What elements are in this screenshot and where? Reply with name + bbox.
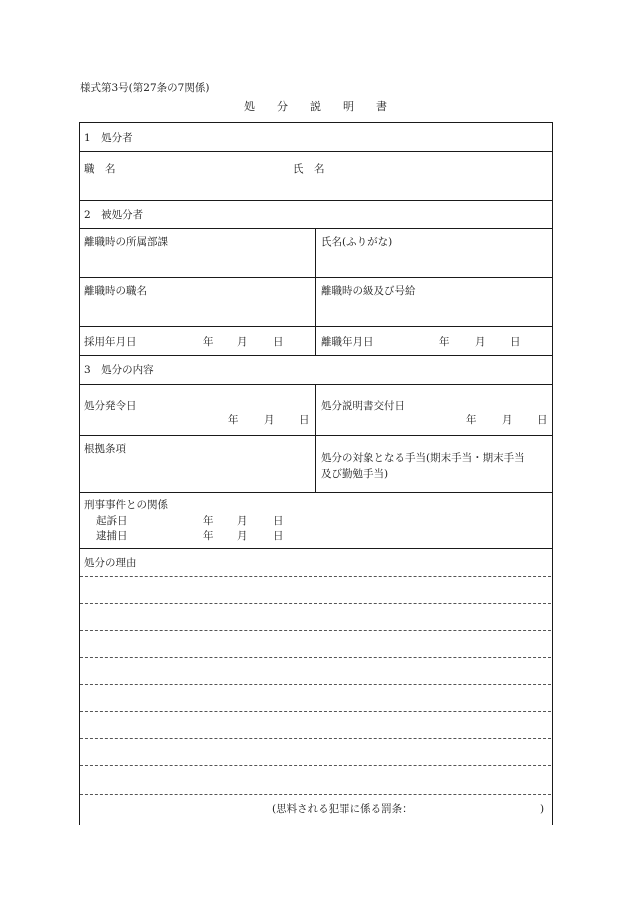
table-border-right [552,122,553,825]
hire-year-unit: 年 [203,336,214,348]
form-number: 様式第3号(第27条の7関係) [80,82,210,94]
reason-line [80,657,551,658]
disposer-name-label: 氏 名 [293,163,325,175]
reason-label: 処分の理由 [84,557,137,569]
reason-line [80,738,551,739]
section1-heading: 1 処分者 [84,132,133,144]
section2-heading: 2 被処分者 [84,209,144,221]
leave-month-unit: 月 [475,336,486,348]
position-label: 離職時の職名 [84,285,147,297]
delivery-year-unit: 年 [466,414,477,426]
issue-date-label: 処分発令日 [84,400,137,412]
furigana-label: 氏名(ふりがな) [321,236,393,248]
leave-day-unit: 日 [510,336,521,348]
row-divider [79,548,552,549]
table-border-left [79,122,80,825]
hire-day-unit: 日 [273,336,284,348]
reason-line [80,684,551,685]
row-divider [79,200,552,201]
disposer-position-label: 職 名 [84,163,116,175]
reason-line [80,603,551,604]
indictment-day-unit: 日 [273,515,284,527]
column-divider [315,384,316,492]
indictment-label: 起訴日 [96,515,128,527]
delivery-day-unit: 日 [537,414,548,426]
hire-date-label: 採用年月日 [84,336,137,348]
reason-line [80,576,551,577]
delivery-date-label: 処分説明書交付日 [321,400,405,412]
column-divider [315,228,316,355]
table-border-top [79,122,552,123]
row-divider [79,355,552,356]
leave-date-label: 離職年月日 [321,336,374,348]
delivery-month-unit: 月 [502,414,513,426]
section3-heading: 3 処分の内容 [84,364,154,376]
issue-month-unit: 月 [264,414,275,426]
indictment-year-unit: 年 [203,515,214,527]
issue-day-unit: 日 [299,414,310,426]
crime-note-open: (思料される犯罪に係る罰条： [272,803,413,815]
row-divider [79,492,552,493]
leave-year-unit: 年 [439,336,450,348]
arrest-month-unit: 月 [237,530,248,542]
reason-line [80,711,551,712]
reason-line [80,630,551,631]
indictment-month-unit: 月 [237,515,248,527]
row-divider [79,151,552,152]
grade-label: 離職時の級及び号給 [321,285,416,297]
arrest-label: 逮捕日 [96,530,128,542]
criminal-relation-label: 刑事事件との関係 [84,499,168,511]
basis-label: 根拠条項 [84,443,126,455]
dept-label: 離職時の所属部課 [84,236,168,248]
arrest-year-unit: 年 [203,530,214,542]
arrest-day-unit: 日 [273,530,284,542]
document-title: 処分説明書 [244,100,409,113]
issue-year-unit: 年 [228,414,239,426]
reason-line [80,794,551,795]
allowance-label-line2: 及び勤勉手当) [321,468,389,480]
hire-month-unit: 月 [237,336,248,348]
crime-note-close: ) [540,803,545,815]
allowance-label-line1: 処分の対象となる手当(期末手当・期末手当 [321,452,525,464]
reason-line [80,765,551,766]
